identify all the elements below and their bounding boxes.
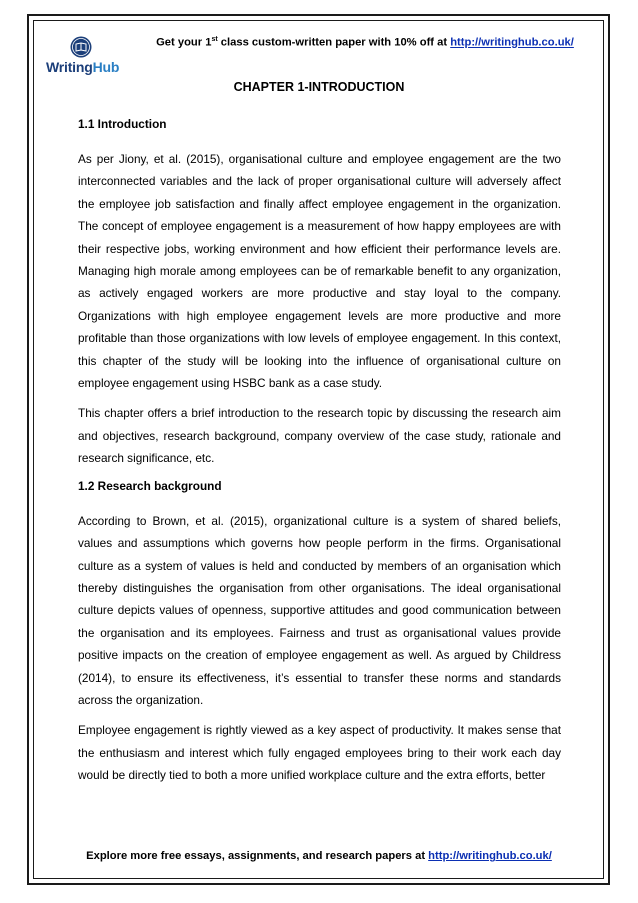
paragraph: As per Jiony, et al. (2015), organisational culture and employee engagement are the two interconnected variables and the lack of proper organisational culture will adversely affect the employee job satisfaction and finally affect employee engagement in the organization. The concept of employee engagement is a measurement of how happy employees are with their respective jobs, working environment and how efficient their performance levels are. Managing high morale among employees can be of remarkable benefit to any organization, as actively engaged workers are more productive and stay loyal to the company. Organizations with high employee engagement levels are more productive and more profitable than those organizations with low levels of employee engagement. In this context, this chapter of the study will be looking into the influence of organisational culture on employee engagement using HSBC bank as a case study. (78, 152, 561, 391)
footer-note-text: Explore more free essays, assignments, and research papers at (86, 850, 429, 862)
header-link[interactable]: http://writinghub.co.uk/ (450, 36, 574, 49)
header-note-prefix: Get your 1 (156, 36, 212, 49)
paragraph: This chapter offers a brief introduction to the research topic by discussing the research aim and objectives, research background, company overview of the case study, rationale and research significance, etc. (78, 406, 561, 466)
section-heading-introduction: 1.1 Introduction (78, 117, 167, 131)
document-body (78, 116, 561, 795)
header-promo-note (130, 36, 600, 49)
chapter-title: CHAPTER 1-INTRODUCTION (233, 80, 405, 94)
book-logo-icon (70, 36, 92, 58)
logo-text-hub: Hub (92, 59, 120, 75)
writinghub-logo[interactable] (44, 36, 118, 76)
logo-wordmark (46, 59, 120, 75)
paragraph: Employee engagement is rightly viewed as a key aspect of productivity. It makes sense that the enthusiasm and interest which fully engaged employees bring to their work each day would be directly tied to both a more unified workplace culture and the extra efforts, better (78, 723, 561, 783)
section-heading-research-background: 1.2 Research background (78, 478, 222, 493)
paragraph: According to Brown, et al. (2015), organizational culture is a system of shared beliefs, values and assumptions which governs how people perform in the firms. Organisational culture as a system of values is held and conducted by members of an organisation which thereby distinguishes the organisation from other organisations. The ideal organisational culture depicts values of openness, supportive attitudes and good communication between the organisation and its employees. Fairness and trust as organisational values provide positive impacts on the creation of employee engagement as well. As argued by Childress (2014), to ensure its effectiveness, it’s essential to transfer these norms and standards across the organization. (78, 513, 561, 707)
header-note-sup: st (211, 36, 218, 43)
footer-promo-note (0, 850, 638, 862)
header-note-mid: class custom-written paper with 10% off at (217, 36, 451, 49)
footer-link[interactable]: http://writinghub.co.uk/ (428, 850, 552, 862)
logo-text-writing: Writing (46, 59, 93, 75)
